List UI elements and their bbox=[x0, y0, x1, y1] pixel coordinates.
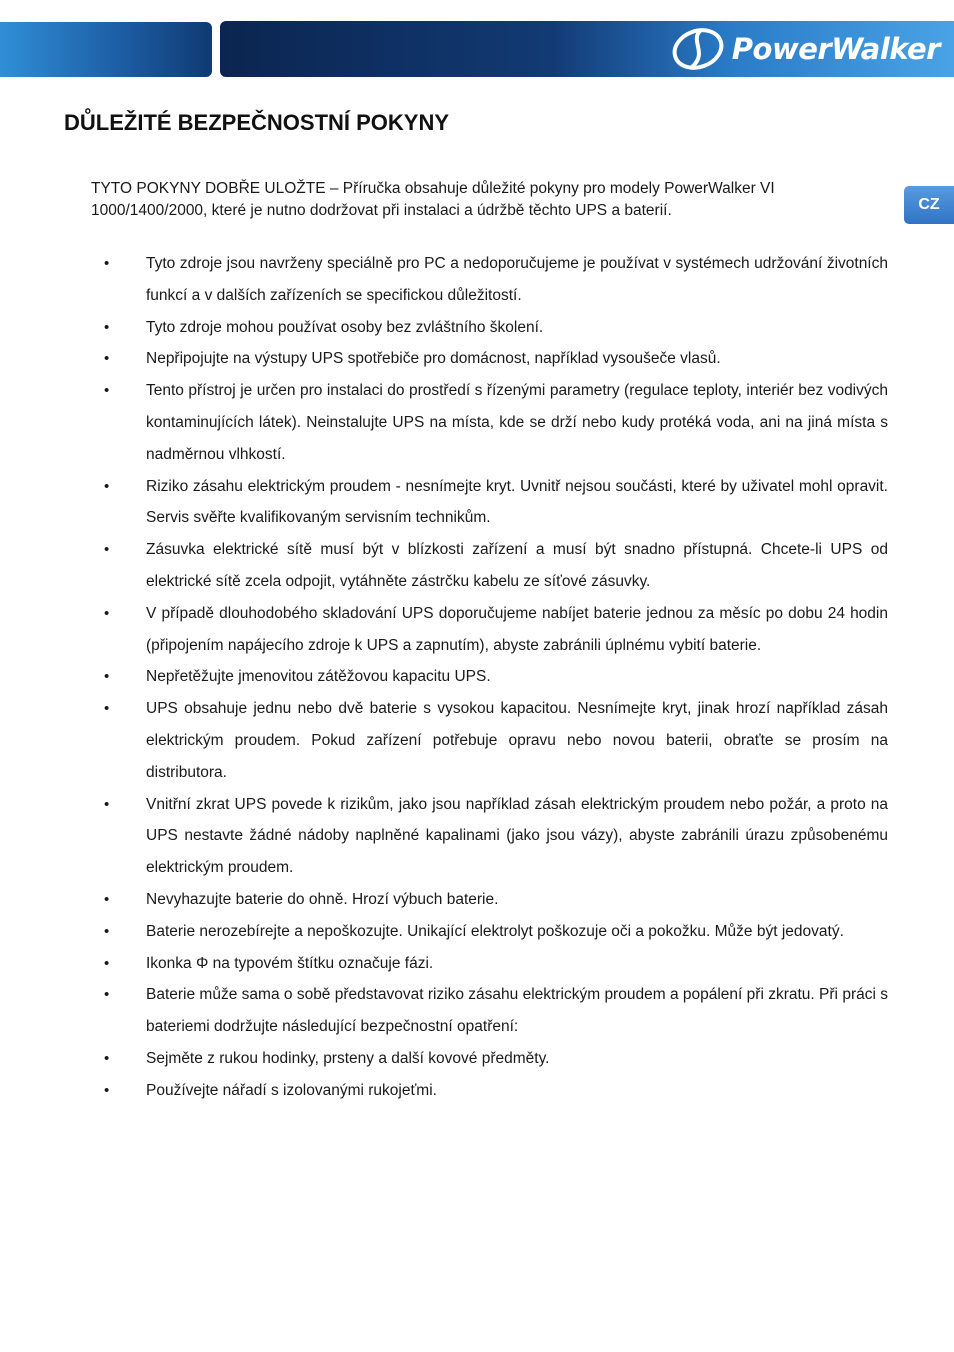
list-item bbox=[104, 471, 888, 535]
list-item-text: Ikonka Φ na typovém štítku označuje fázi. bbox=[146, 954, 434, 972]
bullet-icon: • bbox=[104, 318, 110, 336]
header-banner bbox=[220, 21, 954, 77]
list-item-text: V případě dlouhodobého skladování UPS doporučujeme nabíjet baterie jednou za měsíc po dobu 24 hodin (připojením napájecího zdroje k UPS a zapnutím), abyste zabránili úplnému vybití baterie. bbox=[146, 604, 888, 654]
list-item bbox=[104, 1075, 888, 1107]
bullet-icon: • bbox=[104, 255, 110, 272]
list-item-text: Riziko zásahu elektrickým proudem - nesnímejte kryt. Uvnitř nejsou součásti, které by uživatel mohl opravit. Servis svěřte kvalifikovaným servisním technikům. bbox=[146, 477, 888, 527]
list-item-text: Baterie může sama o sobě představovat riziko zásahu elektrickým proudem a popálení při zkratu. Při práci s bateriemi dodržujte následující bezpečnostní opatření: bbox=[146, 986, 888, 1036]
brand-logo bbox=[670, 27, 940, 71]
safety-rules-list bbox=[0, 248, 954, 1107]
list-item bbox=[104, 375, 888, 470]
brand-name: PowerWalker bbox=[731, 32, 940, 66]
list-item bbox=[104, 312, 888, 344]
list-item-text: Baterie nerozebírejte a nepoškozujte. Unikající elektrolyt poškozuje oči a pokožku. Může být jedovatý. bbox=[146, 922, 844, 940]
bullet-icon: • bbox=[104, 1049, 110, 1067]
list-item-text: Sejměte z rukou hodinky, prsteny a další kovové předměty. bbox=[146, 1049, 550, 1067]
list-item bbox=[104, 1043, 888, 1075]
intro-paragraph: TYTO POKYNY DOBŘE ULOŽTE – Příručka obsahuje důležité pokyny pro modely PowerWalker VI 1000/1400/2000, které je nutno dodržovat při instalaci a údržbě těchto UPS a baterií. bbox=[91, 180, 775, 219]
list-item bbox=[104, 343, 888, 375]
bullet-icon: • bbox=[104, 350, 110, 368]
list-item-text: Nepřetěžujte jmenovitou zátěžovou kapacitu UPS. bbox=[146, 668, 491, 686]
list-item bbox=[104, 534, 888, 598]
list-item bbox=[104, 693, 888, 788]
list-item-text: Zásuvka elektrické sítě musí být v blízkosti zařízení a musí být snadno přístupná. Chcete-li UPS od elektrické sítě zcela odpojit, vytáhněte zástrčku kabelu ze síťové zásuvky. bbox=[146, 541, 888, 590]
list-item-text: Nepřipojujte na výstupy UPS spotřebiče pro domácnost, například vysoušeče vlasů. bbox=[146, 350, 721, 368]
list-item bbox=[104, 948, 888, 980]
bullet-icon: • bbox=[104, 700, 110, 718]
power-swirl-icon bbox=[670, 27, 726, 71]
list-item bbox=[104, 979, 888, 1043]
bullet-icon: • bbox=[104, 604, 110, 622]
list-item bbox=[104, 661, 888, 693]
list-item-text: Nevyhazujte baterie do ohně. Hrozí výbuch baterie. bbox=[146, 890, 499, 908]
list-item-text: Vnitřní zkrat UPS povede k rizikům, jako jsou například zásah elektrickým proudem nebo požár, a proto na UPS nestavte žádné nádoby naplněné kapalinami (jako jsou vázy), abyste zabránili úrazu způsobenému elektrickým proudem. bbox=[146, 795, 888, 877]
bullet-icon: • bbox=[104, 668, 110, 686]
list-item bbox=[104, 789, 888, 884]
bullet-icon: • bbox=[104, 1081, 110, 1099]
bullet-icon: • bbox=[104, 477, 110, 495]
bullet-icon: • bbox=[104, 890, 110, 908]
bullet-icon: • bbox=[104, 795, 110, 813]
header-accent-bar bbox=[0, 22, 212, 77]
bullet-icon: • bbox=[104, 986, 110, 1004]
bullet-icon: • bbox=[104, 954, 110, 972]
list-item-text: Tyto zdroje jsou navrženy speciálně pro PC a nedoporučujeme je používat v systémech udržování životních funkcí a v dalších zařízeních se specifickou důležitostí. bbox=[146, 255, 888, 304]
bullet-icon: • bbox=[104, 922, 110, 940]
bullet-icon: • bbox=[104, 382, 110, 400]
list-item bbox=[104, 598, 888, 662]
list-item bbox=[104, 248, 888, 312]
list-item-text: Používejte nářadí s izolovanými rukojeťmi. bbox=[146, 1081, 437, 1099]
list-item bbox=[104, 916, 888, 948]
list-item-text: Tento přístroj je určen pro instalaci do prostředí s řízenými parametry (regulace teploty, interiér bez vodivých kontaminujících látek). Neinstalujte UPS na místa, kde se drží nebo kudy protéká voda, ani na jiná místa s nadměrnou vlhkostí. bbox=[146, 382, 888, 463]
bullet-icon: • bbox=[104, 541, 110, 559]
list-item bbox=[104, 884, 888, 916]
list-item-text: UPS obsahuje jednu nebo dvě baterie s vysokou kapacitou. Nesnímejte kryt, jinak hrozí například zásah elektrickým proudem. Pokud zařízení potřebuje opravu nebo novou baterii, obraťte se prosím na distributora. bbox=[146, 700, 888, 781]
page-title: DŮLEŽITÉ BEZPEČNOSTNÍ POKYNY bbox=[64, 110, 450, 135]
list-item-text: Tyto zdroje mohou používat osoby bez zvláštního školení. bbox=[146, 318, 544, 336]
language-tab-cz[interactable]: CZ bbox=[904, 186, 954, 224]
